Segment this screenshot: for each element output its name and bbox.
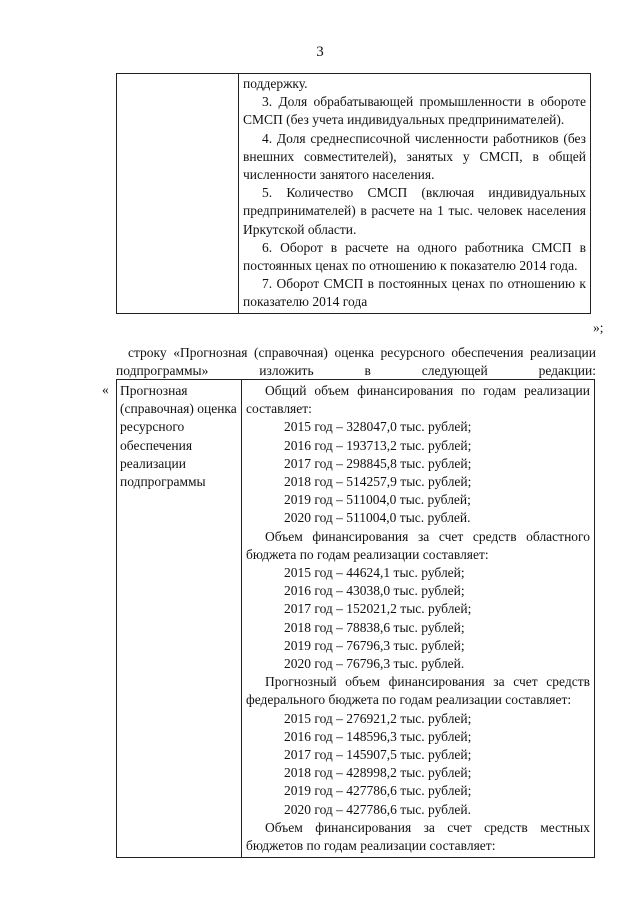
funding-year: 2016 год – 148596,3 тыс. рублей; [284,728,472,744]
funding-year: 2015 год – 328047,0 тыс. рублей; [284,419,472,435]
funding-year: 2016 год – 193713,2 тыс. рублей; [284,437,472,453]
funding-year: 2019 год – 511004,0 тыс. рублей; [284,492,471,508]
funding-year: 2018 год – 514257,9 тыс. рублей; [284,474,472,490]
amendment-paragraph [116,344,596,380]
funding-year: 2020 год – 427786,6 тыс. рублей. [284,801,472,817]
funding-table [116,379,595,858]
indicators-table-empty-cell [117,74,239,314]
funding-block [246,382,590,528]
funding-year: 2020 год – 511004,0 тыс. рублей. [284,510,471,526]
funding-year: 2020 год – 76796,3 тыс. рублей. [284,656,465,672]
funding-content-cell [242,380,595,858]
funding-block [246,819,590,855]
funding-year: 2017 год – 145907,5 тыс. рублей; [284,747,472,763]
funding-year: 2015 год – 44624,1 тыс. рублей; [284,565,465,581]
funding-year: 2015 год – 276921,2 тыс. рублей; [284,710,472,726]
funding-year: 2018 год – 78838,6 тыс. рублей; [284,619,465,635]
funding-label-cell [117,380,242,858]
funding-block [246,673,590,819]
funding-year: 2019 год – 76796,3 тыс. рублей; [284,637,465,653]
indicator-line: 6. Оборот в расчете на одного работника СМСП в постоянных ценах по отношению к показателю 2014 года. [243,239,586,274]
amendment-text: строку «Прогнозная (справочная) оценка ресурсного обеспечения реализации подпрограммы» изложить в следующей редакции: [116,345,596,378]
indicator-line: 4. Доля среднесписочной численности работников (без внешних совместителей), занятых у СМСП, в общей численности занятого населения. [243,130,586,183]
indicator-line: 5. Количество СМСП (включая индивидуальных предпринимателей) в расчете на 1 тыс. человек населения Иркутской области. [243,185,586,237]
indicators-cell [239,74,591,314]
funding-year: 2019 год – 427786,6 тыс. рублей; [284,783,472,799]
funding-heading: Объем финансирования за счет средств местных бюджетов по годам реализации составляет: [246,819,590,854]
indicators-table [116,73,591,314]
funding-block [246,528,590,674]
indicator-line: поддержку. [243,76,308,91]
funding-heading: Общий объем финансирования по годам реализации составляет: [246,383,590,417]
indicator-line: 7. Оборот СМСП в постоянных ценах по отношению к показателю 2014 года [243,276,586,310]
funding-year: 2018 год – 428998,2 тыс. рублей; [284,765,472,781]
page-number: 3 [316,44,324,60]
funding-heading: Прогнозный объем финансирования за счет средств федерального бюджета по годам реализации составляет: [246,674,590,708]
indicator-line: 3. Доля обрабатывающей промышленности в обороте СМСП (без учета индивидуальных предпринимателей). [243,94,586,128]
opening-quote: « [102,382,109,397]
funding-label: Прогнозная (справочная) оценка ресурсного обеспечения реализации подпрограммы [120,383,237,490]
funding-heading: Объем финансирования за счет средств областного бюджета по годам реализации составляет: [246,528,590,562]
funding-year: 2017 год – 298845,8 тыс. рублей; [284,455,472,471]
closing-quote: »; [593,320,604,335]
funding-year: 2016 год – 43038,0 тыс. рублей; [284,583,465,599]
funding-year: 2017 год – 152021,2 тыс. рублей; [284,601,472,617]
